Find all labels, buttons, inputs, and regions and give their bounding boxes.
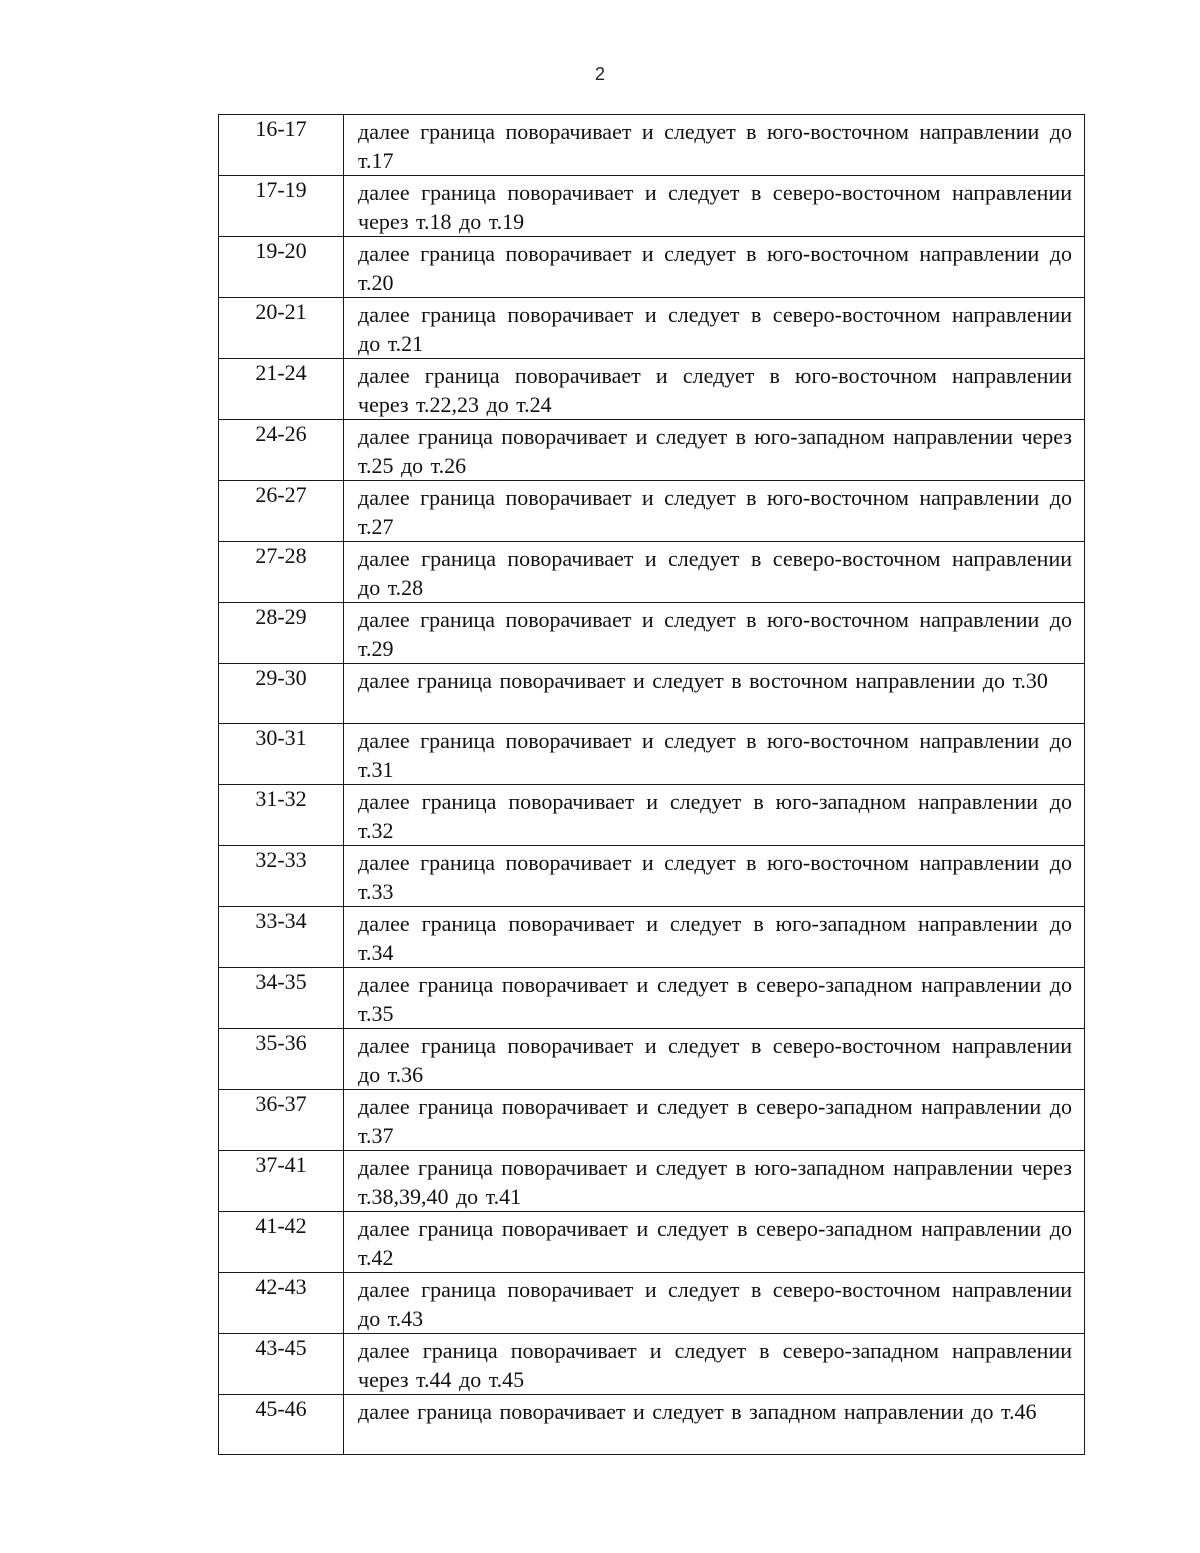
segment-cell: 21-24 <box>219 359 344 420</box>
segment-cell: 45-46 <box>219 1395 344 1455</box>
table-row <box>219 481 1085 542</box>
segment-cell: 29-30 <box>219 664 344 724</box>
description-cell <box>344 907 1085 968</box>
description-text: далее граница поворачивает и следует в северо-восточном направлении до т.43 <box>358 1277 1072 1331</box>
description-text: далее граница поворачивает и следует в юго-западном направлении через т.38,39,40 до т.41 <box>358 1155 1072 1209</box>
description-text: далее граница поворачивает и следует в восточном направлении до т.30 <box>358 668 1048 693</box>
description-cell <box>344 298 1085 359</box>
table-body <box>219 115 1085 1455</box>
description-text: далее граница поворачивает и следует в юго-восточном направлении до т.31 <box>358 728 1072 782</box>
description-cell <box>344 481 1085 542</box>
segment-cell: 20-21 <box>219 298 344 359</box>
description-cell <box>344 1395 1085 1455</box>
table-row <box>219 1395 1085 1455</box>
segment-cell: 42-43 <box>219 1273 344 1334</box>
description-text: далее граница поворачивает и следует в юго-восточном направлении до т.29 <box>358 607 1072 661</box>
description-text: далее граница поворачивает и следует в юго-западном направлении через т.25 до т.26 <box>358 424 1072 478</box>
description-cell <box>344 1334 1085 1395</box>
description-text: далее граница поворачивает и следует в юго-восточном направлении до т.17 <box>358 119 1072 173</box>
segment-cell: 33-34 <box>219 907 344 968</box>
description-text: далее граница поворачивает и следует в юго-восточном направлении до т.27 <box>358 485 1072 539</box>
description-cell <box>344 359 1085 420</box>
description-cell <box>344 785 1085 846</box>
description-cell <box>344 1212 1085 1273</box>
description-cell <box>344 664 1085 724</box>
description-cell <box>344 1090 1085 1151</box>
table-row <box>219 1029 1085 1090</box>
segment-cell: 17-19 <box>219 176 344 237</box>
table-row <box>219 1090 1085 1151</box>
segment-cell: 16-17 <box>219 115 344 176</box>
segment-cell: 34-35 <box>219 968 344 1029</box>
table-row <box>219 1273 1085 1334</box>
description-cell <box>344 724 1085 785</box>
description-cell <box>344 176 1085 237</box>
description-text: далее граница поворачивает и следует в юго-восточном направлении до т.20 <box>358 241 1072 295</box>
description-text: далее граница поворачивает и следует в юго-восточном направлении через т.22,23 до т.24 <box>358 363 1072 417</box>
description-text: далее граница поворачивает и следует в западном направлении до т.46 <box>358 1399 1037 1424</box>
segment-cell: 26-27 <box>219 481 344 542</box>
description-text: далее граница поворачивает и следует в северо-западном направлении до т.35 <box>358 972 1072 1026</box>
description-cell <box>344 115 1085 176</box>
description-cell <box>344 542 1085 603</box>
description-text: далее граница поворачивает и следует в юго-западном направлении до т.34 <box>358 911 1072 965</box>
table-row <box>219 420 1085 481</box>
description-text: далее граница поворачивает и следует в северо-западном направлении через т.44 до т.45 <box>358 1338 1072 1392</box>
table-row <box>219 785 1085 846</box>
segment-cell: 24-26 <box>219 420 344 481</box>
boundary-description-table <box>218 114 1085 1455</box>
description-cell <box>344 603 1085 664</box>
segment-cell: 35-36 <box>219 1029 344 1090</box>
table-row <box>219 176 1085 237</box>
description-text: далее граница поворачивает и следует в северо-западном направлении до т.37 <box>358 1094 1072 1148</box>
table-row <box>219 1212 1085 1273</box>
description-text: далее граница поворачивает и следует в северо-западном направлении до т.42 <box>358 1216 1072 1270</box>
segment-cell: 30-31 <box>219 724 344 785</box>
segment-cell: 19-20 <box>219 237 344 298</box>
table-row <box>219 724 1085 785</box>
description-cell <box>344 420 1085 481</box>
segment-cell: 27-28 <box>219 542 344 603</box>
page-number: 2 <box>594 64 605 84</box>
description-cell <box>344 846 1085 907</box>
table-row <box>219 115 1085 176</box>
description-text: далее граница поворачивает и следует в северо-восточном направлении до т.36 <box>358 1033 1072 1087</box>
description-text: далее граница поворачивает и следует в северо-восточном направлении до т.21 <box>358 302 1072 356</box>
segment-cell: 41-42 <box>219 1212 344 1273</box>
segment-cell: 43-45 <box>219 1334 344 1395</box>
description-text: далее граница поворачивает и следует в юго-восточном направлении до т.33 <box>358 850 1072 904</box>
table-row <box>219 298 1085 359</box>
table-row <box>219 907 1085 968</box>
description-cell <box>344 968 1085 1029</box>
table-row <box>219 664 1085 724</box>
description-text: далее граница поворачивает и следует в юго-западном направлении до т.32 <box>358 789 1072 843</box>
segment-cell: 31-32 <box>219 785 344 846</box>
segment-cell: 28-29 <box>219 603 344 664</box>
table-row <box>219 542 1085 603</box>
table-row <box>219 1334 1085 1395</box>
description-cell <box>344 1029 1085 1090</box>
table-row <box>219 846 1085 907</box>
table-row <box>219 1151 1085 1212</box>
segment-cell: 37-41 <box>219 1151 344 1212</box>
table-row <box>219 237 1085 298</box>
table-row <box>219 359 1085 420</box>
segment-cell: 32-33 <box>219 846 344 907</box>
description-text: далее граница поворачивает и следует в северо-восточном направлении через т.18 до т.19 <box>358 180 1072 234</box>
table-row <box>219 968 1085 1029</box>
description-cell <box>344 1273 1085 1334</box>
description-text: далее граница поворачивает и следует в северо-восточном направлении до т.28 <box>358 546 1072 600</box>
description-cell <box>344 237 1085 298</box>
segment-cell: 36-37 <box>219 1090 344 1151</box>
table-row <box>219 603 1085 664</box>
description-cell <box>344 1151 1085 1212</box>
